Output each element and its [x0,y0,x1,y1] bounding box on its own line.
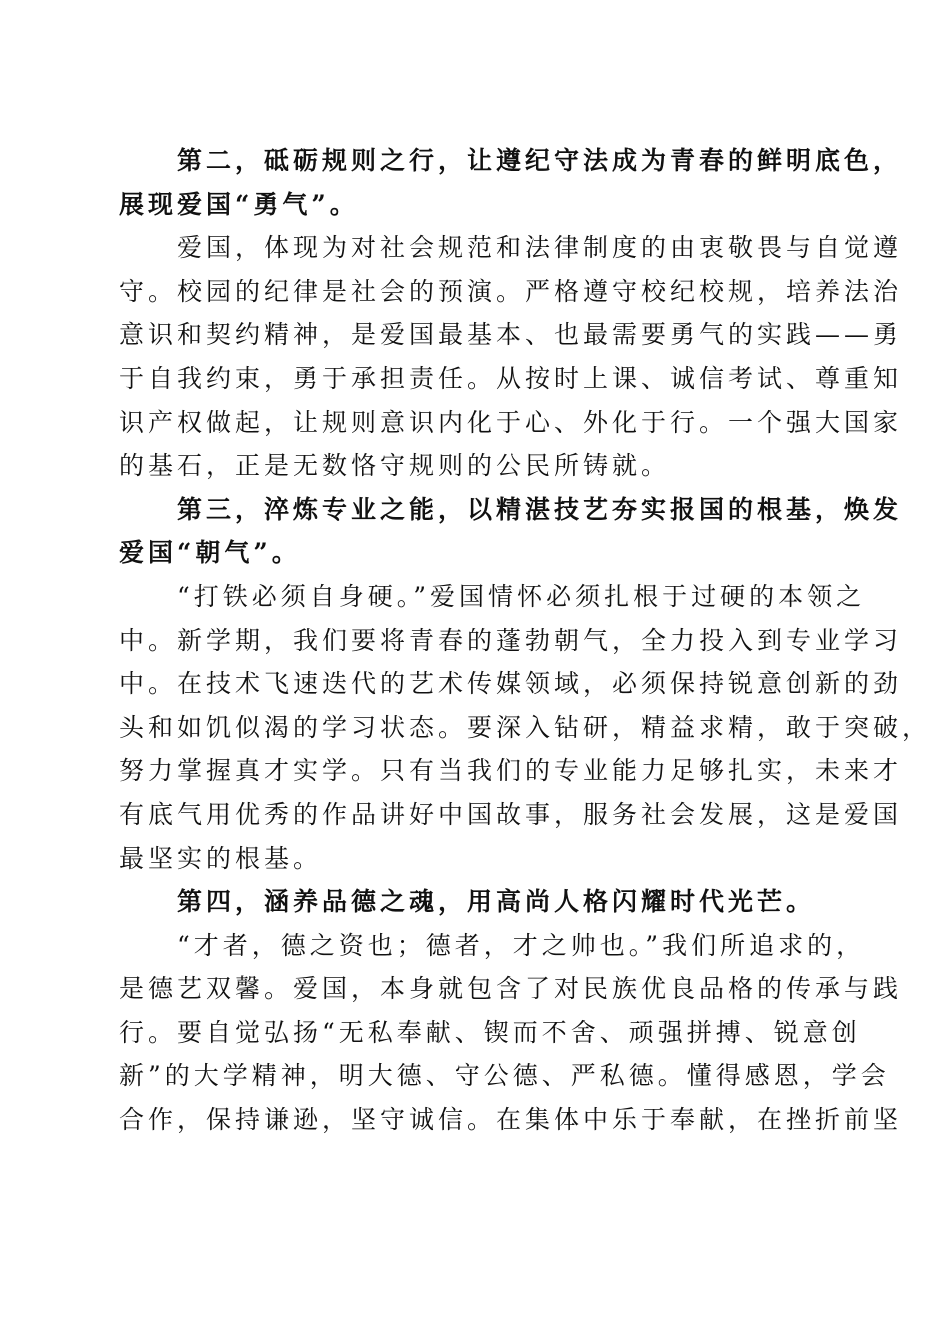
paragraph-line: 意识和契约精神，是爱国最基本、也最需要勇气的实践——勇 [119,320,903,350]
section-heading-line: 第三，淬炼专业之能，以精湛技艺夯实报国的根基，焕发 [177,494,903,524]
paragraph-line: 中。在技术飞速迭代的艺术传媒领域，必须保持锐意创新的劲 [119,669,903,699]
paragraph-line: 识产权做起，让规则意识内化于心、外化于行。一个强大国家 [119,407,903,437]
paragraph-line: 有底气用优秀的作品讲好中国故事，服务社会发展，这是爱国 [119,799,903,829]
paragraph-line: 头和如饥似渴的学习状态。要深入钻研，精益求精，敢于突破， [119,712,932,742]
section-heading-line: 第四，涵养品德之魂，用高尚人格闪耀时代光芒。 [177,887,816,917]
paragraph-line: “打铁必须自身硬。”爱国情怀必须扎根于过硬的本领之 [177,581,866,611]
paragraph-line: 于自我约束，勇于承担责任。从按时上课、诚信考试、尊重知 [119,363,903,393]
paragraph-line: 守。校园的纪律是社会的预演。严格遵守校纪校规，培养法治 [119,276,903,306]
paragraph-line: 合作，保持谦逊，坚守诚信。在集体中乐于奉献，在挫折前坚 [119,1105,903,1135]
section-heading-line: 第二，砥砺规则之行，让遵纪守法成为青春的鲜明底色， [177,146,903,175]
paragraph-line: 是德艺双馨。爱国，本身就包含了对民族优良品格的传承与践 [119,974,903,1004]
paragraph-line: 行。要自觉弘扬“无私奉献、锲而不舍、顽强拼搏、锐意创 [119,1017,861,1047]
paragraph-line: 努力掌握真才实学。只有当我们的专业能力足够扎实，未来才 [119,756,903,786]
section-heading-line: 爱国“朝气”。 [119,538,301,568]
document-body [119,139,932,1142]
paragraph-line: 中。新学期，我们要将青春的蓬勃朝气，全力投入到专业学习 [119,625,903,655]
paragraph-line: 新”的大学精神，明大德、守公德、严私德。懂得感恩，学会 [119,1061,890,1091]
paragraph-line: “才者，德之资也；德者，才之帅也。”我们所追求的， [177,930,866,960]
section-heading-line: 展现爱国“勇气”。 [119,189,359,219]
paragraph-line: 爱国，体现为对社会规范和法律制度的由衷敬畏与自觉遵 [177,233,903,263]
paragraph-line: 最坚实的根基。 [119,843,323,873]
paragraph-line: 的基石，正是无数恪守规则的公民所铸就。 [119,451,671,481]
